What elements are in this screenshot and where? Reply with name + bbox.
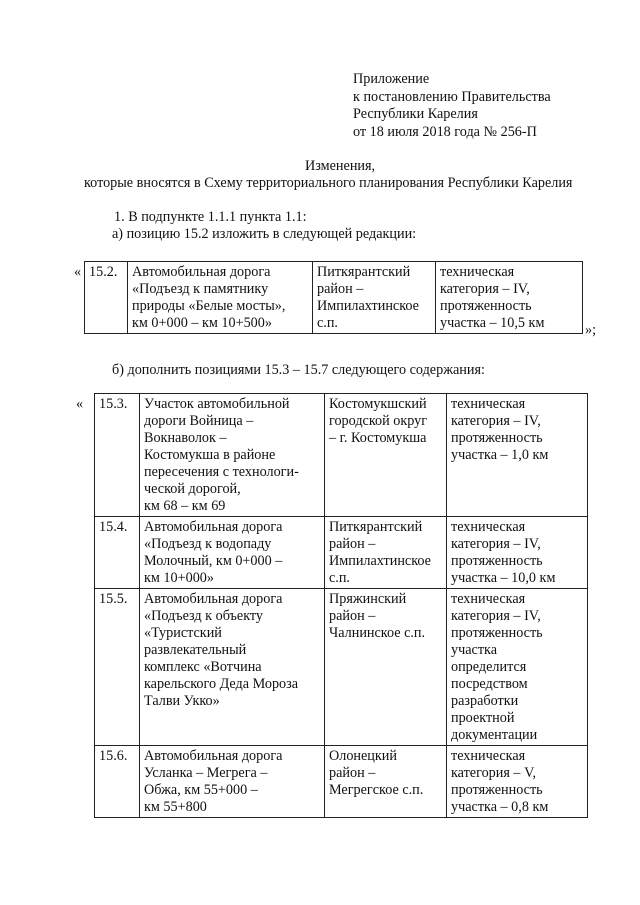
- cell-line: Вокнаволок –: [144, 430, 227, 446]
- cell-line: Участок автомобильной: [144, 396, 290, 412]
- paragraph-b: б) дополнить позициями 15.3 – 15.7 следующего содержания:: [112, 362, 485, 378]
- cell-line: участка – 10,0 км: [451, 570, 556, 586]
- cell-line: Питкярантский: [329, 519, 423, 535]
- open-quote: «: [74, 264, 82, 280]
- document-title: Изменения,: [305, 158, 376, 174]
- cell-line: Костомукшский: [329, 396, 427, 412]
- district-cell: [325, 746, 447, 818]
- cell-line: техническая: [451, 519, 526, 535]
- cell-line: км 55+800: [144, 799, 207, 815]
- header-line: Приложение: [353, 71, 430, 87]
- header-line: Республики Карелия: [353, 106, 478, 122]
- cell-line: Питкярантский: [317, 264, 411, 280]
- cell-line: «Подъезд к памятнику: [132, 281, 269, 297]
- cell-line: участка – 1,0 км: [451, 447, 549, 463]
- document-header: [353, 71, 551, 141]
- cell-line: район –: [317, 281, 364, 297]
- cell-line: Автомобильная дорога: [144, 519, 283, 535]
- cell-line: протяженность: [440, 298, 532, 314]
- row-number: 15.3.: [95, 394, 140, 517]
- road-name-cell: [140, 589, 325, 746]
- cell-line: с.п.: [317, 315, 338, 331]
- cell-line: Молочный, км 0+000 –: [144, 553, 283, 569]
- cell-line: Олонецкий: [329, 748, 397, 764]
- cell-line: «Туристский: [144, 625, 222, 641]
- table-positions-15-3-15-7: [94, 393, 588, 818]
- cell-line: дороги Войница –: [144, 413, 254, 429]
- cell-line: район –: [329, 608, 376, 624]
- row-number: 15.5.: [95, 589, 140, 746]
- cell-line: природы «Белые мосты»,: [132, 298, 286, 314]
- cell-line: определится: [451, 659, 527, 675]
- table-row: [95, 394, 588, 517]
- cell-line: протяженность: [451, 625, 543, 641]
- district-cell: [325, 517, 447, 589]
- cell-line: разработки: [451, 693, 519, 709]
- cell-line: Импилахтинское: [317, 298, 419, 314]
- cell-line: участка – 0,8 км: [451, 799, 549, 815]
- cell-line: протяженность: [451, 430, 543, 446]
- cell-line: техническая: [451, 591, 526, 607]
- district-cell: [325, 394, 447, 517]
- description-cell: [436, 262, 583, 334]
- cell-line: проектной: [451, 710, 515, 726]
- road-name-cell: [140, 746, 325, 818]
- cell-line: Импилахтинское: [329, 553, 431, 569]
- cell-line: – г. Костомукша: [329, 430, 427, 446]
- row-number: 15.2.: [85, 262, 128, 334]
- cell-line: «Подъезд к объекту: [144, 608, 264, 624]
- cell-line: ческой дорогой,: [144, 481, 241, 497]
- cell-line: категория – IV,: [451, 608, 541, 624]
- table-row: [95, 517, 588, 589]
- paragraph-1: 1. В подпункте 1.1.1 пункта 1.1:: [114, 209, 307, 225]
- district-cell: [325, 589, 447, 746]
- paragraph-a: а) позицию 15.2 изложить в следующей редакции:: [112, 226, 417, 242]
- cell-line: Пряжинский: [329, 591, 407, 607]
- description-cell: [447, 517, 588, 589]
- header-line: от 18 июля 2018 года № 256-П: [353, 123, 537, 140]
- cell-line: участка – 10,5 км: [440, 315, 545, 331]
- close-quote: »;: [585, 322, 597, 338]
- cell-line: Усланка – Мегрега –: [144, 765, 268, 781]
- cell-line: развлекательный: [144, 642, 247, 658]
- cell-line: техническая: [440, 264, 515, 280]
- row-number: 15.6.: [95, 746, 140, 818]
- table-row: [85, 262, 583, 334]
- cell-line: район –: [329, 765, 376, 781]
- cell-line: пересечения с технологи-: [144, 464, 299, 480]
- cell-line: категория – IV,: [440, 281, 530, 297]
- cell-line: с.п.: [329, 570, 350, 586]
- road-name-cell: [140, 517, 325, 589]
- cell-line: Костомукша в районе: [144, 447, 276, 463]
- cell-line: Мегрегское с.п.: [329, 782, 424, 798]
- road-name-cell: [128, 262, 313, 334]
- cell-line: комплекс «Вотчина: [144, 659, 262, 675]
- description-cell: [447, 394, 588, 517]
- table-row: [95, 589, 588, 746]
- cell-line: документации: [451, 727, 538, 743]
- cell-line: посредством: [451, 676, 528, 692]
- table-row: [95, 746, 588, 818]
- road-name-cell: [140, 394, 325, 517]
- cell-line: техническая: [451, 396, 526, 412]
- table-position-15-2: [84, 261, 583, 334]
- cell-line: Талви Укко»: [144, 693, 220, 709]
- open-quote: «: [76, 396, 84, 412]
- cell-line: протяженность: [451, 553, 543, 569]
- cell-line: «Подъезд к водопаду: [144, 536, 272, 552]
- cell-line: Автомобильная дорога: [144, 748, 283, 764]
- cell-line: карельского Деда Мороза: [144, 676, 299, 692]
- cell-line: категория – IV,: [451, 413, 541, 429]
- description-cell: [447, 746, 588, 818]
- cell-line: категория – IV,: [451, 536, 541, 552]
- cell-line: км 10+000»: [144, 570, 214, 586]
- document-subtitle: которые вносятся в Схему территориального планирования Республики Карелия: [84, 175, 573, 191]
- cell-line: Обжа, км 55+000 –: [144, 782, 258, 798]
- cell-line: км 0+000 – км 10+500»: [132, 315, 272, 331]
- cell-line: категория – V,: [451, 765, 537, 781]
- description-cell: [447, 589, 588, 746]
- cell-line: Чалнинское с.п.: [329, 625, 426, 641]
- header-line: к постановлению Правительства: [353, 88, 551, 105]
- district-cell: [313, 262, 436, 334]
- cell-line: протяженность: [451, 782, 543, 798]
- row-number: 15.4.: [95, 517, 140, 589]
- cell-line: Автомобильная дорога: [144, 591, 283, 607]
- cell-line: Автомобильная дорога: [132, 264, 271, 280]
- cell-line: км 68 – км 69: [144, 498, 226, 514]
- cell-line: участка: [451, 642, 497, 658]
- cell-line: городской округ: [329, 413, 428, 429]
- cell-line: район –: [329, 536, 376, 552]
- cell-line: техническая: [451, 748, 526, 764]
